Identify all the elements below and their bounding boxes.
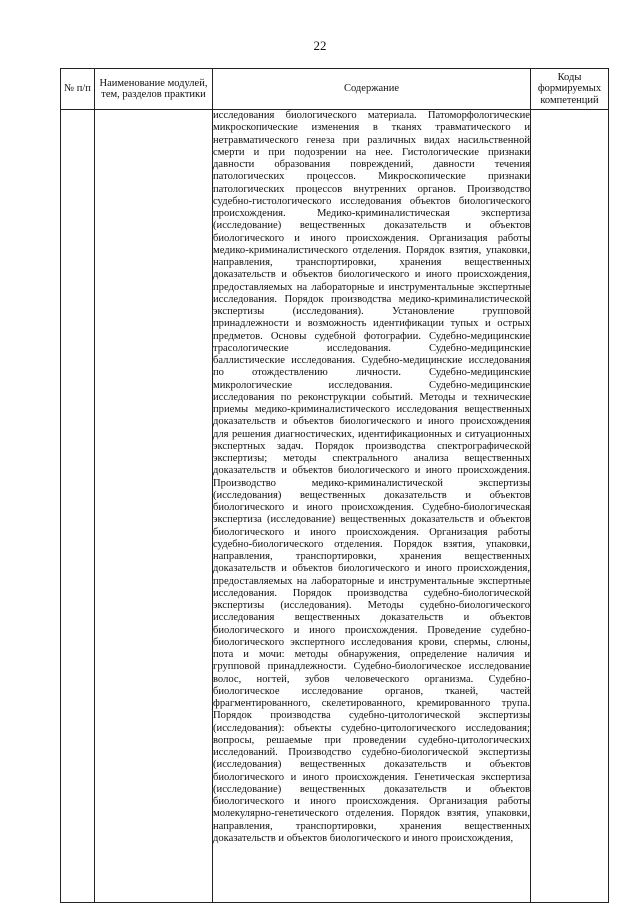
curriculum-table — [60, 68, 609, 903]
content-line: судебно-гистологического исследования объектов биологического — [213, 195, 530, 207]
content-line: биологическое исследование органов, тканей, частей — [213, 685, 530, 697]
content-line: приемы медико-криминалистического исследования вещественных — [213, 404, 530, 415]
content-line: биологического и иного происхождения. Судебно-биологическая — [213, 502, 530, 513]
content-line: направления, транспортировки, хранения вещественных — [213, 551, 530, 562]
content-line: экспертиза (исследование) вещественных доказательств и объектов — [213, 514, 530, 526]
content-line: давности образования повреждений, давности течения — [213, 159, 530, 170]
content-line: исследования биологического материала. Патоморфологические — [213, 110, 530, 121]
content-line: групповой принадлежности. Судебно-биологическое исследование — [213, 661, 530, 673]
table-row — [61, 110, 609, 903]
content-line: принадлежности и возможность идентификации тупых и острых — [213, 318, 530, 330]
content-line: доказательств и объектов биологического и иного происхождения — [213, 416, 530, 428]
content-line: (исследования) вещественных доказательств и объектов — [213, 759, 530, 771]
content-line: Производство медико-криминалистической экспертизы — [213, 477, 530, 489]
content-line: для решения диагностических, идентификационных и ситуационных — [213, 428, 530, 440]
content-line: (исследования) вещественных доказательств и объектов — [213, 489, 530, 501]
cell-number — [61, 110, 95, 903]
content-line: экспертизы (исследования). Установление групповой — [213, 306, 530, 317]
content-line: трасологические исследования. Судебно-медицинские — [213, 342, 530, 354]
content-line: предоставляемых на лабораторные и инструментальные экспертные — [213, 281, 530, 293]
content-line: экспертизы; методы спектрального анализа вещественных — [213, 453, 530, 464]
content-line: исследований. Производство судебно-биологической экспертизы — [213, 747, 530, 758]
content-line: экспертизы (исследования). Методы судебно-биологического — [213, 600, 530, 611]
content-line: молекулярно-генетического отделения. Порядок взятия, упаковки, — [213, 808, 530, 820]
content-line: биологического и иного происхождения. Организация работы — [213, 232, 530, 244]
content-line: предоставляемых на лабораторные и инструментальные экспертные — [213, 575, 530, 587]
table-header-row — [61, 69, 609, 110]
content-line: исследования. Порядок производства судебно-биологической — [213, 587, 530, 599]
content-line: исследования по реконструкции событий. Методы и технические — [213, 391, 530, 403]
header-number: № п/п — [61, 69, 95, 110]
content-line: биологического и иного происхождения. Организация работы — [213, 796, 530, 807]
content-line: направления, транспортировки, хранения вещественных — [213, 820, 530, 832]
content-line: происхождения. Медико-криминалистическая экспертиза — [213, 208, 530, 219]
content-line: исследования. Порядок производства медико-криминалистической — [213, 293, 530, 305]
content-line: пота и мочи: методы обнаружения, определение наличия и — [213, 649, 530, 660]
content-line: патологических процессов. Микроскопические признаки — [213, 171, 530, 183]
content-line: биологического и иного происхождения. Проведение судебно- — [213, 624, 530, 636]
content-line: предметов. Основы судебной фотографии. Судебно-медицинские — [213, 330, 530, 342]
content-text — [213, 110, 530, 845]
content-line: микроскопические изменения в тканях травматического и — [213, 122, 530, 134]
header-competency-codes: Коды формируемых компетенций — [531, 69, 609, 110]
content-line: баллистические исследования. Судебно-медицинские исследования — [213, 355, 530, 366]
cell-module-name — [95, 110, 213, 903]
content-line: доказательств и объектов биологического и иного происхождения, — [213, 269, 530, 281]
content-line: по отождествлению личности. Судебно-медицинские — [213, 367, 530, 379]
content-line: нетравматического генеза при различных видах насильственной — [213, 134, 530, 146]
content-line: биологического и иного происхождения. Организация работы — [213, 526, 530, 538]
content-line: судебно-биологического отделения. Порядок взятия, упаковки, — [213, 538, 530, 550]
content-line: медико-криминалистического отделения. Порядок взятия, упаковки, — [213, 244, 530, 256]
content-line: (исследования): объекты судебно-цитологического исследования; — [213, 722, 530, 734]
content-line: доказательств и объектов биологического и иного происхождения, — [213, 832, 514, 844]
content-line: (исследование) вещественных доказательств и объектов — [213, 220, 530, 232]
content-line: экспертных задач. Порядок производства спектрографической — [213, 440, 530, 452]
content-line: биологического экспертного исследования крови, спермы, слюны, — [213, 636, 530, 648]
content-line: Порядок производства судебно-цитологической экспертизы — [213, 710, 530, 722]
header-content: Содержание — [213, 69, 531, 110]
content-line: смерти и при подозрении на нее. Гистологические признаки — [213, 146, 530, 158]
content-line: исследования вещественных доказательств и объектов — [213, 612, 530, 624]
header-module-name: Наименование модулей, тем, разделов практики — [95, 69, 213, 110]
content-line: доказательств и объектов биологического и иного происхождения. — [213, 465, 530, 477]
page-number: 22 — [313, 38, 327, 53]
content-line: направления, транспортировки, хранения вещественных — [213, 257, 530, 268]
content-line: фрагментированного, скелетированного, кремированного трупа. — [213, 698, 530, 709]
content-line: (исследование) вещественных доказательств и объектов — [213, 783, 530, 795]
content-line: микрологические исследования. Судебно-медицинские — [213, 379, 530, 391]
content-line: волос, ногтей, зубов человеческого организма. Судебно- — [213, 673, 530, 685]
content-line: патологических процессов внутренних органов. Производство — [213, 183, 530, 195]
content-line: вопросы, решаемые при проведении судебно-цитологических — [213, 734, 530, 746]
cell-competency-codes — [531, 110, 609, 903]
content-line: биологического и иного происхождения. Генетическая экспертиза — [213, 771, 530, 783]
content-line: доказательств и объектов биологического и иного происхождения, — [213, 563, 530, 575]
cell-content — [213, 110, 531, 903]
